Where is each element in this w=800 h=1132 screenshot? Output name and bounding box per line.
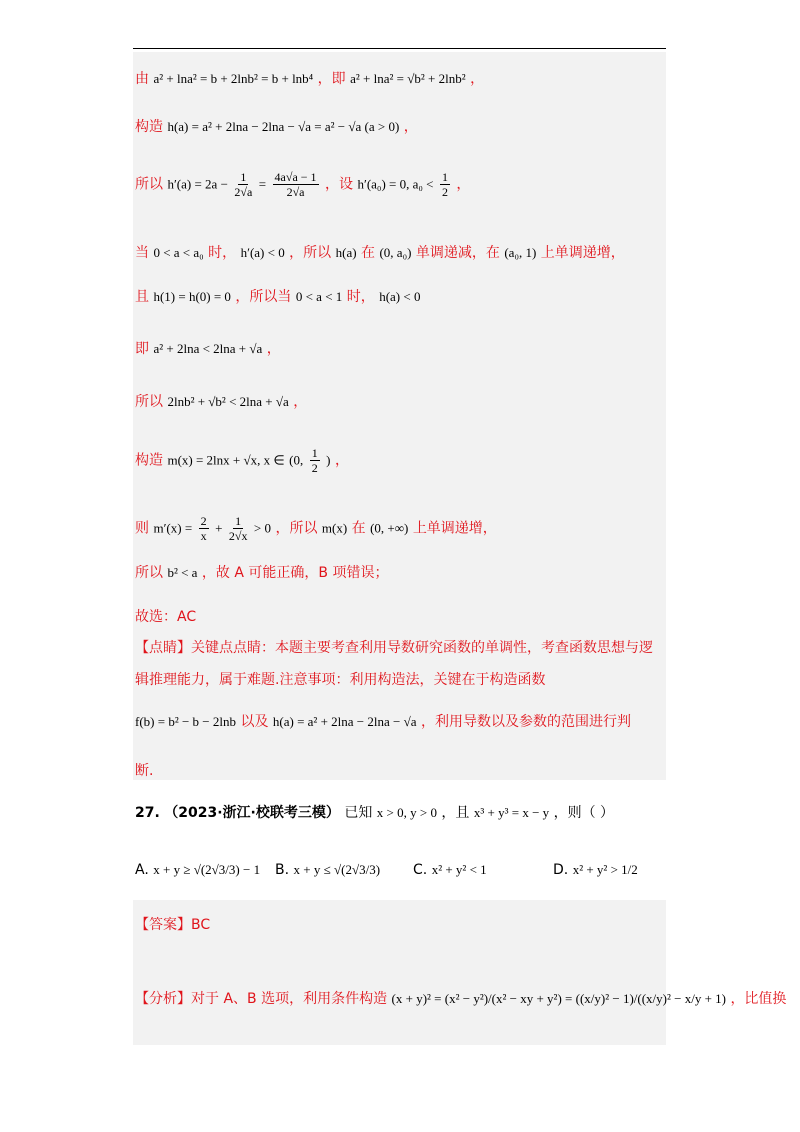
option-c: C. x² + y² < 1 <box>413 862 487 878</box>
solution-line-5: 且 h(1) = h(0) = 0 ，所以当 0 < a < 1 时， h(a) < 0 <box>135 289 421 305</box>
solution-line-1: 由 a² + lna² = b + 2lnb² = b + lnb⁴ ，即 a² + lna² = √b² + 2lnb² ， <box>135 71 485 87</box>
fraction: $\frac{1}{2}$ <box>311 446 318 475</box>
solution-line-2: 构造 h(a) = a² + 2lna − 2lna − √a = a² − √a (a > 0) ， <box>135 119 418 135</box>
solution-background <box>133 52 666 780</box>
formula: a² + lna² = √b² + 2lnb² <box>350 71 466 86</box>
fraction: $\frac{1}{2}$ <box>441 170 448 199</box>
fraction: $\frac{1}{2√a}$ <box>234 170 253 199</box>
solution-line-4: 当 0 < a < a₀ 时， h′(a) < 0 ，所以 h(a) 在 (0, a₀) 单调递减，在 (a₀, 1) 上单调递增， <box>135 245 625 261</box>
answer-line: 【答案】BC <box>135 917 211 933</box>
solution-line-10: 所以 b² < a ，故 A 可能正确，B 项错误； <box>135 565 389 581</box>
key-point-line-2: 辑推理能力，属于难题.注意事项：利用构造法，关键在于构造函数 <box>135 672 546 688</box>
option-a: A. x + y ≥ √(2√3/3) − 1 <box>135 862 261 878</box>
solution-line-6: 即 a² + 2lna < 2lna + √a ， <box>135 341 281 357</box>
fraction: $\frac{1}{2√x}$ <box>228 514 248 543</box>
fraction: $\frac{2}{x}$ <box>200 514 207 543</box>
fraction: $\frac{4a√a - 1}{2√a}$ <box>274 170 317 199</box>
analysis-line: 【分析】对于 A、B 选项，利用条件构造 (x + y)² = (x² − y²)/(x² − xy + y²) = ((x/y)² − 1)/((x/y)² − x/y + 1) ，比值换 <box>135 991 787 1007</box>
solution-line-7: 所以 2lnb² + √b² < 2lna + √a ， <box>135 394 308 410</box>
formula: h′(a₀) = 0, a₀ < <box>357 176 434 192</box>
key-point-line-4: 断. <box>135 763 154 779</box>
key-point-line-1: 【点睛】关键点点睛：本题主要考查利用导数研究函数的单调性，考查函数思想与逻 <box>135 640 653 656</box>
solution-line-9: 则 m′(x) = $\frac{2}{x}$ + $\frac{1}{2√x}$ > 0 ，所以 m(x) 在 (0, +∞) 上单调递增， <box>135 514 497 543</box>
solution-line-8: 构造 m(x) = 2lnx + √x, x ∈ (0, $\frac{1}{2}$ ) ， <box>135 446 349 475</box>
option-d: D. x² + y² > 1/2 <box>553 862 638 878</box>
option-b: B. x + y ≤ √(2√3/3) <box>275 862 381 878</box>
solution-choice: 故选：AC <box>135 609 197 625</box>
answer-background <box>133 900 666 1045</box>
header-rule <box>133 48 666 49</box>
question-27-stem: 27. （2023·浙江·校联考三模） 已知 x > 0, y > 0 ，且 x³ + y³ = x − y ，则（ ） <box>135 805 615 821</box>
solution-line-3: 所以 h′(a) = 2a − $\frac{1}{2√a}$ = $\frac{4a√a - 1}{2√a}$ ，设 h′(a₀) = 0, a₀ < $\frac{1}{2}$ ， <box>135 170 471 199</box>
formula: h′(a) = 2a − <box>167 176 228 192</box>
formula: h(a) = a² + 2lna − 2lna − √a = a² − √a (a > 0) <box>167 119 400 134</box>
key-point-line-3: f(b) = b² − b − 2lnb 以及 h(a) = a² + 2lna − 2lna − √a ，利用导数以及参数的范围进行判 <box>135 714 631 730</box>
formula: a² + lna² = b + 2lnb² = b + lnb⁴ <box>153 71 314 86</box>
